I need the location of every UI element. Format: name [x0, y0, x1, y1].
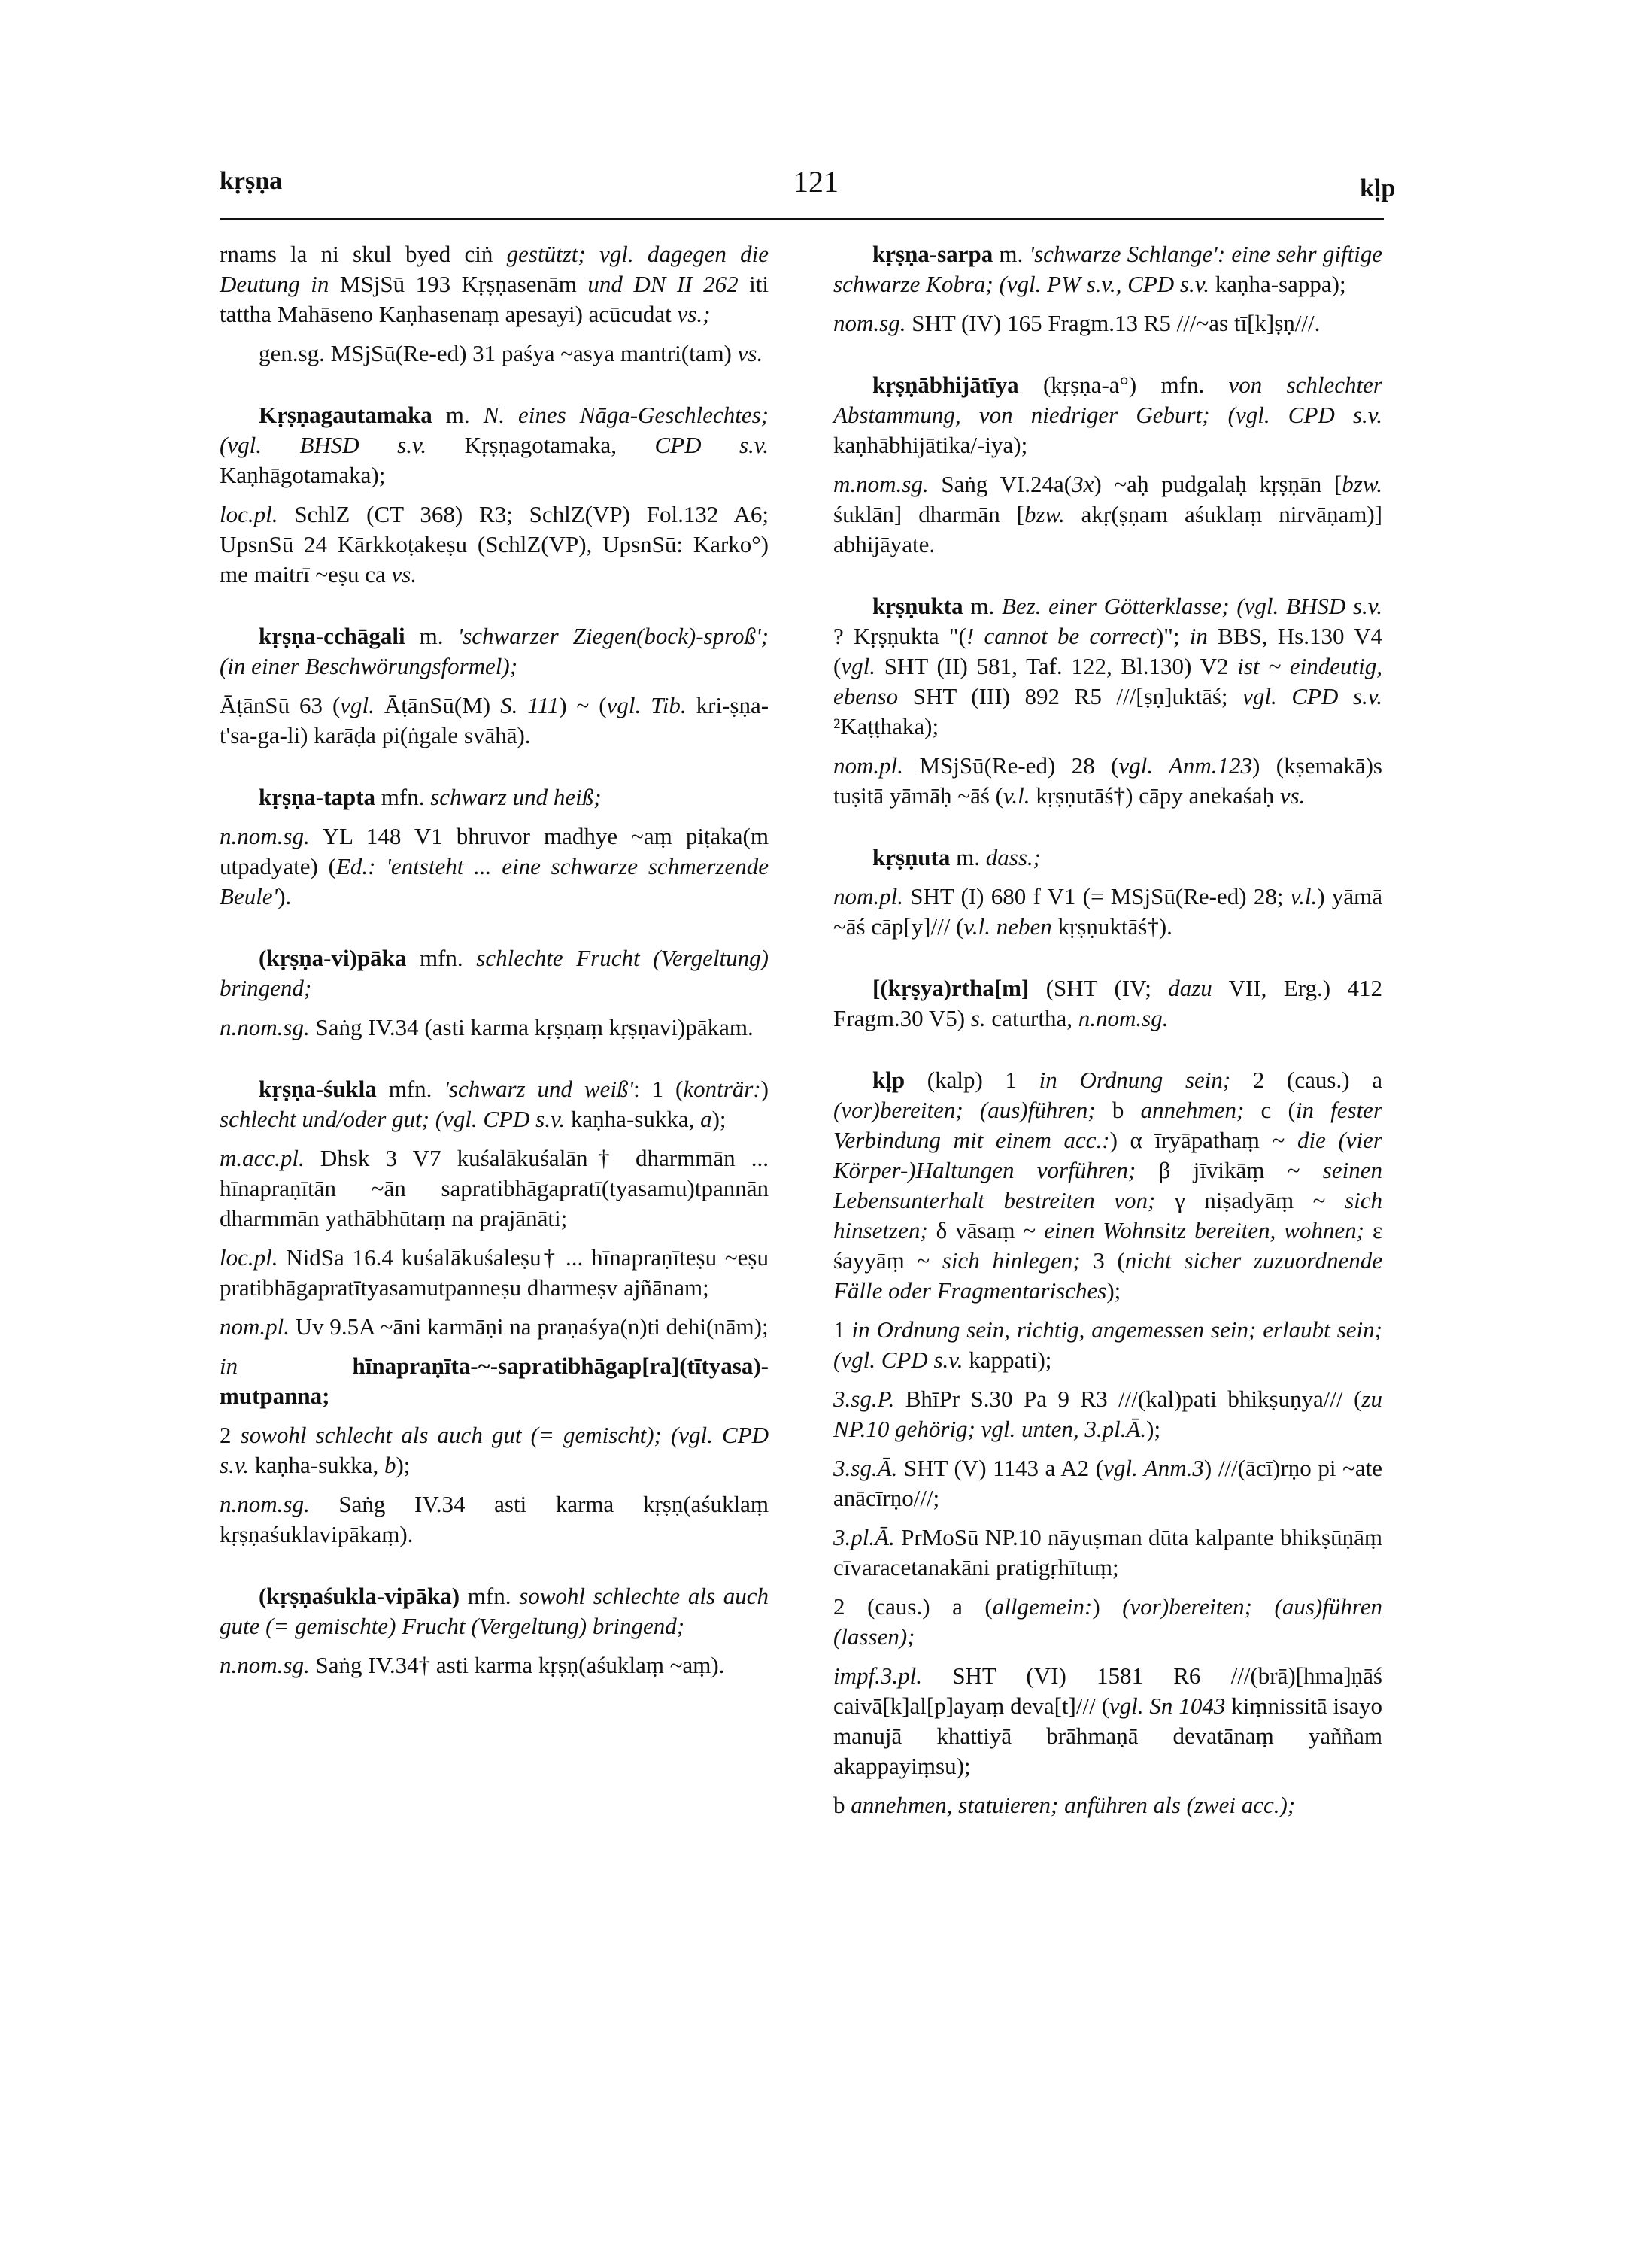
entry-line: rnams la ni skul byed ciṅ gestützt; vgl. dagegen die Deutung in MSjSū 193 Kṛṣṇasenām und DN II 262 iti tattha Mahāseno Kaṇhasenaṃ apesayi) acūcudat vs.;: [220, 241, 769, 327]
entry-headword-block: kḷp (kalp) 1 in Ordnung sein; 2 (caus.) a (vor)bereiten; (aus)führen; b annehmen; c (in fester Verbindung mit einem acc.:) α īryāpathaṃ ~ die (vier Körper-)Haltungen vorführen; β jīvikāṃ ~ seinen Lebensunterhalt bestreiten von; γ niṣadyāṃ ~ sich hinsetzen; δ vāsaṃ ~ einen Wohnsitz bereiten, wohnen; ε śayyāṃ ~ sich hinlegen; 3 (nicht sicher zuzuordnende Fälle oder Fragmentarisches);: [833, 1067, 1383, 1304]
entry-headword-block: kṛṣṇa-tapta mfn. schwarz und heiß;: [259, 784, 602, 810]
entry-headword-block: kṛṣṇa-cchāgali m. 'schwarzer Ziegen(bock)-sproß'; (in einer Beschwörungsformel);: [220, 623, 769, 679]
entry-line: nom.sg. SHT (IV) 165 Fragm.13 R5 ///~as tī[k]ṣṇ///.: [833, 310, 1321, 336]
entry-line: b annehmen, statuieren; anführen als (zwei acc.);: [833, 1792, 1296, 1818]
entry-line: m.acc.pl. Dhsk 3 V7 kuśalākuśalān† dharmmān ... hīnapraṇītān ~ān sapratibhāgapratī(tyasamu)tpannān dharmmān yathābhūtaṃ na prajānāti;: [220, 1145, 769, 1231]
entry-line: n.nom.sg. Saṅg IV.34† asti karma kṛṣṇ(aśuklaṃ ~aṃ).: [220, 1652, 725, 1678]
entry-headword-block: (kṛṣṇa-vi)pāka mfn. schlechte Frucht (Vergeltung) bringend;: [220, 945, 769, 1001]
entry-line: 2 sowohl schlecht als auch gut (= gemischt); (vgl. CPD s.v. kaṇha-sukka, b);: [220, 1422, 769, 1478]
left-column: [220, 239, 769, 1690]
entry-headword-block: (kṛṣṇaśukla-vipāka) mfn. sowohl schlechte als auch gute (= gemischte) Frucht (Vergeltung) bringend;: [220, 1583, 769, 1639]
entry-line: impf.3.pl. SHT (VI) 1581 R6 ///(brā)[hma]ṇāś caivā[k]al[p]ayaṃ deva[t]/// (vgl. Sn 1043 kiṃnissitā isayo manujā khattiyā brāhmaṇā devatānaṃ yaññam akappayiṃsu);: [833, 1662, 1382, 1779]
entry-headword-block: Kṛṣṇagautamaka m. N. eines Nāga-Geschlechtes; (vgl. BHSD s.v. Kṛṣṇagotamaka, CPD s.v. Kaṇhāgotamaka);: [220, 402, 769, 488]
entry-headword-block: kṛṣṇābhijātīya (kṛṣṇa-a°) mfn. von schlechter Abstammung, von niedriger Geburt; (vgl. CPD s.v. kaṇhābhijātika/-iya);: [833, 372, 1382, 458]
entry-line: m.nom.sg. Saṅg VI.24a(3x) ~aḥ pudgalaḥ kṛṣṇān [bzw. śuklān] dharmān [bzw. akṛ(ṣṇam aśuklaṃ nirvāṇam)] abhijāyate.: [833, 471, 1382, 557]
entry-line: in hīnapraṇīta-~-sapratibhāgap[ra](tītyasa)-mutpanna;: [220, 1353, 769, 1409]
entry-headword-block: [(kṛṣya)rtha[m] (SHT (IV; dazu VII, Erg.) 412 Fragm.30 V5) s. caturtha, n.nom.sg.: [833, 975, 1382, 1031]
entry-line: gen.sg. MSjSū(Re-ed) 31 paśya ~asya mantri(tam) vs.: [259, 340, 763, 366]
page-number: 121: [793, 165, 839, 199]
entry-line: 3.sg.P. BhīPr S.30 Pa 9 R3 ///(kal)pati bhikṣuṇya/// (zu NP.10 gehörig; vgl. unten, 3.pl.Ā.);: [833, 1386, 1382, 1442]
entry-line: nom.pl. Uv 9.5A ~āni karmāṇi na praṇaśya(n)ti dehi(nām);: [220, 1313, 769, 1340]
entry-headword-block: kṛṣṇa-sarpa m. 'schwarze Schlange': eine sehr giftige schwarze Kobra; (vgl. PW s.v., CPD s.v. kaṇha-sappa);: [833, 241, 1382, 297]
running-head-right: kḷp: [1360, 175, 1396, 202]
entry-line: 1 in Ordnung sein, richtig, angemessen sein; erlaubt sein; (vgl. CPD s.v. kappati);: [833, 1316, 1382, 1373]
entry-line: loc.pl. SchlZ (CT 368) R3; SchlZ(VP) Fol.132 A6; UpsnSū 24 Kārkkoṭakeṣu (SchlZ(VP), UpsnSū: Karko°) me maitrī ~eṣu ca vs.: [220, 501, 769, 587]
entry-line: nom.pl. SHT (I) 680 f V1 (= MSjSū(Re-ed) 28; v.l.) yāmā ~āś cāp[y]/// (v.l. neben kṛṣṇuktāś†).: [833, 883, 1382, 940]
entry-headword-block: kṛṣṇuta m. dass.;: [872, 844, 1041, 870]
header-rule: [220, 218, 1384, 220]
entry-line: nom.pl. MSjSū(Re-ed) 28 (vgl. Anm.123) (kṣemakā)s tuṣitā yāmāḥ ~āś (v.l. kṛṣṇutāś†) cāpy anekaśaḥ vs.: [833, 752, 1382, 809]
running-head-left: kṛṣṇa: [220, 167, 283, 195]
entry-line: n.nom.sg. Saṅg IV.34 (asti karma kṛṣṇaṃ kṛṣṇavi)pākam.: [220, 1014, 754, 1040]
entry-line: n.nom.sg. YL 148 V1 bhruvor madhye ~aṃ piṭaka(m utpadyate) (Ed.: 'entsteht ... eine schwarze schmerzende Beule').: [220, 823, 769, 909]
right-column: [833, 239, 1382, 1829]
entry-line: ĀṭānSū 63 (vgl. ĀṭānSū(M) S. 111) ~ (vgl. Tib. kri-ṣṇa-t'sa-ga-li) karāḍa pi(ṅgale svāhā).: [220, 692, 769, 748]
entry-line: loc.pl. NidSa 16.4 kuśalākuśaleṣu† ... hīnapraṇīteṣu ~eṣu pratibhāgapratītyasamutpanneṣu dharmeṣv ajñānam;: [220, 1244, 769, 1301]
entry-line: 3.sg.Ā. SHT (V) 1143 a A2 (vgl. Anm.3) ///(ācī)rṇo pi ~ate anācīrṇo///;: [833, 1455, 1383, 1511]
entry-headword-block: kṛṣṇa-śukla mfn. 'schwarz und weiß': 1 (konträr:) schlecht und/oder gut; (vgl. CPD s.v. kaṇha-sukka, a);: [220, 1076, 769, 1132]
entry-line: n.nom.sg. Saṅg IV.34 asti karma kṛṣṇ(aśuklaṃ kṛṣṇaśuklavipākaṃ).: [220, 1491, 769, 1547]
entry-headword-block: kṛṣṇukta m. Bez. einer Götterklasse; (vgl. BHSD s.v. ? Kṛṣṇukta "(! cannot be correct)"; in BBS, Hs.130 V4 (vgl. SHT (II) 581, Taf. 122, Bl.130) V2 ist ~ eindeutig, ebenso SHT (III) 892 R5 ///[ṣṇ]uktāś; vgl. CPD s.v. ²Kaṭṭhaka);: [833, 593, 1383, 739]
entry-line: 3.pl.Ā. PrMoSū NP.10 nāyuṣman dūta kalpante bhikṣūṇāṃ cīvaracetanakāni pratigṛhītuṃ;: [833, 1524, 1382, 1580]
entry-line: 2 (caus.) a (allgemein:) (vor)bereiten; (aus)führen (lassen);: [833, 1593, 1382, 1650]
